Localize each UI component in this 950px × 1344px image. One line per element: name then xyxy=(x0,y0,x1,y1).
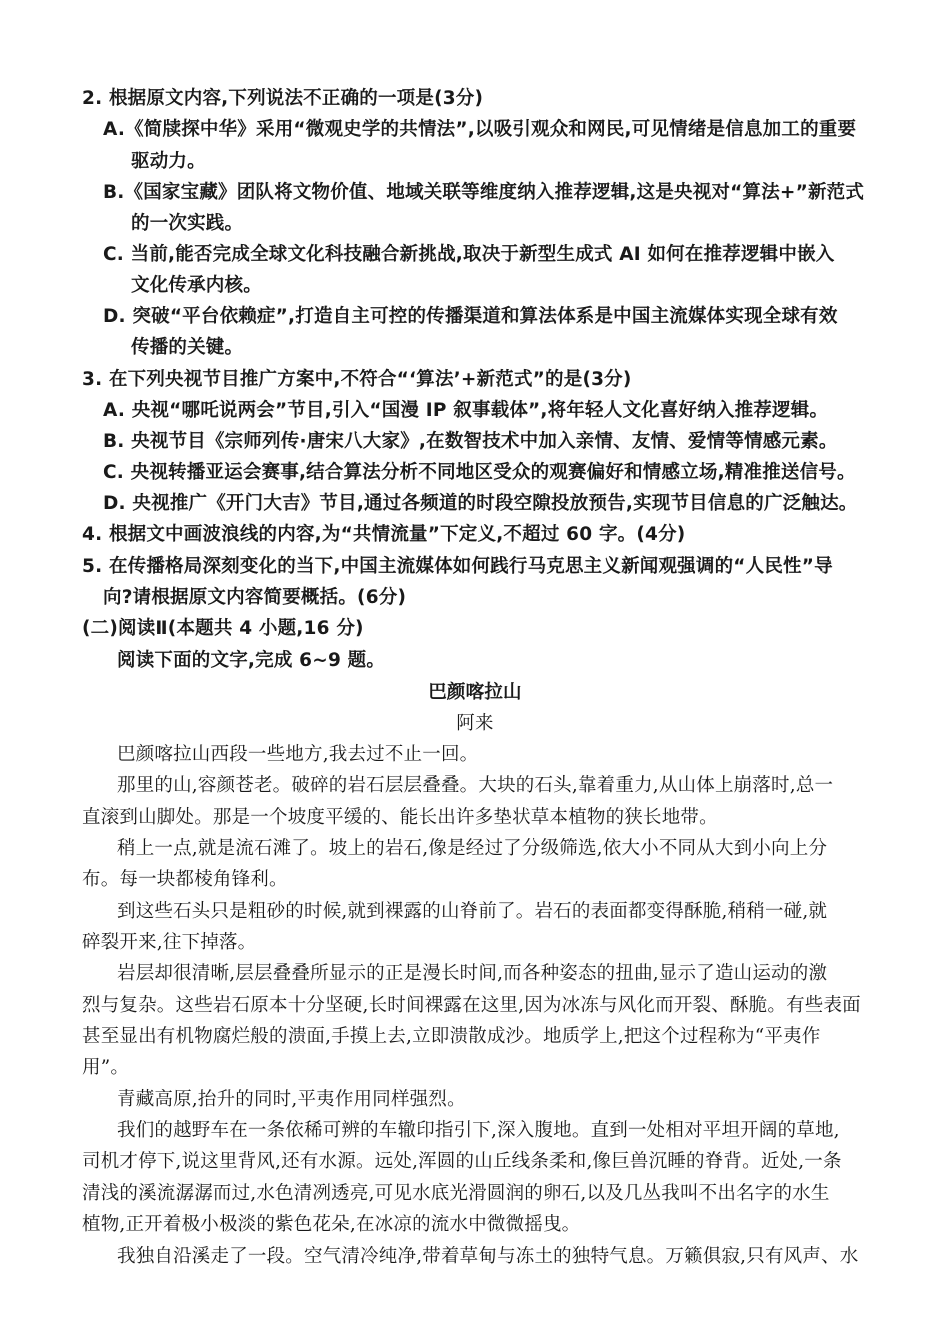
article-line: 植物,正开着极小极淡的紫色花朵,在冰凉的流水中微微摇曳。 xyxy=(82,1214,581,1235)
question-3-stem: 3. 在下列央视节目推广方案中,不符合“‘算法’+新范式”的是(3分) xyxy=(82,369,632,390)
question-2-option-c-cont: 文化传承内核。 xyxy=(131,275,262,296)
article-line: 甚至显出有机物腐烂般的溃面,手摸上去,立即溃散成沙。地质学上,把这个过程称为“平夷作 xyxy=(82,1026,821,1047)
question-2-option-b-cont: 的一次实践。 xyxy=(131,213,244,234)
question-5-cont: 向?请根据原文内容简要概括。(6分) xyxy=(103,587,407,608)
article-line: 清浅的溪流潺潺而过,水色清冽透亮,可见水底光滑圆润的卵石,以及几丛我叫不出名字的水生 xyxy=(82,1183,830,1204)
question-3-option-b: B. 央视节目《宗师列传·唐宋八大家》,在数智技术中加入亲情、友情、爱情等情感元素。 xyxy=(103,431,838,452)
article-line: 那里的山,容颜苍老。破碎的岩石层层叠叠。大块的石头,靠着重力,从山体上崩落时,总一 xyxy=(117,775,834,796)
article-line: 布。每一块都棱角锋利。 xyxy=(82,869,288,890)
article-line: 到这些石头只是粗砂的时候,就到裸露的山脊前了。岩石的表面都变得酥脆,稍稍一碰,就 xyxy=(117,901,828,922)
article-line: 烈与复杂。这些岩石原本十分坚硬,长时间裸露在这里,因为冰冻与风化而开裂、酥脆。有些表面 xyxy=(82,995,861,1016)
question-2-option-b: B.《国家宝藏》团队将文物价值、地域关联等维度纳入推荐逻辑,这是央视对“算法+”新范式 xyxy=(103,182,865,203)
question-4: 4. 根据文中画波浪线的内容,为“共情流量”下定义,不超过 60 字。(4分) xyxy=(82,524,686,545)
question-2-option-d: D. 突破“平台依赖症”,打造自主可控的传播渠道和算法体系是中国主流媒体实现全球有效 xyxy=(103,306,838,327)
article-line: 我独自沿溪走了一段。空气清冷纯净,带着草甸与冻土的独特气息。万籁俱寂,只有风声、水 xyxy=(117,1246,859,1267)
article-line: 碎裂开来,往下掉落。 xyxy=(82,932,257,953)
article-line: 巴颜喀拉山西段一些地方,我去过不止一回。 xyxy=(117,744,479,765)
question-3-option-a: A. 央视“哪吒说两会”节目,引入“国漫 IP 叙事载体”,将年轻人文化喜好纳入推荐逻辑。 xyxy=(103,400,829,421)
article-title: 巴颜喀拉山 xyxy=(428,682,522,703)
question-5: 5. 在传播格局深刻变化的当下,中国主流媒体如何践行马克思主义新闻观强调的“人民性”导 xyxy=(82,556,833,577)
question-3-option-d: D. 央视推广《开门大吉》节目,通过各频道的时段空隙投放预告,实现节目信息的广泛触达。 xyxy=(103,493,858,514)
article-line: 岩层却很清晰,层层叠叠所显示的正是漫长时间,而各种姿态的扭曲,显示了造山运动的激 xyxy=(117,963,828,984)
section-2-instruction: 阅读下面的文字,完成 6~9 题。 xyxy=(117,650,386,671)
question-2-option-a-cont: 驱动力。 xyxy=(131,151,206,172)
article-line: 稍上一点,就是流石滩了。坡上的岩石,像是经过了分级筛选,依大小不同从大到小向上分 xyxy=(117,838,828,859)
question-2-option-a: A.《简牍探中华》采用“微观史学的共情法”,以吸引观众和网民,可见情绪是信息加工的重要 xyxy=(103,119,857,140)
question-2-option-c: C. 当前,能否完成全球文化科技融合新挑战,取决于新型生成式 AI 如何在推荐逻辑中嵌入 xyxy=(103,244,835,265)
question-2-option-d-cont: 传播的关键。 xyxy=(131,337,244,358)
article-line: 直滚到山脚处。那是一个坡度平缓的、能长出许多垫状草本植物的狭长地带。 xyxy=(82,807,718,828)
article-author: 阿来 xyxy=(456,713,494,734)
section-2-heading: (二)阅读Ⅱ(本题共 4 小题,16 分) xyxy=(82,618,364,639)
article-line: 司机才停下,说这里背风,还有水源。远处,浑圆的山丘线条柔和,像巨兽沉睡的脊背。近处,一条 xyxy=(82,1151,842,1172)
question-3-option-c: C. 央视转播亚运会赛事,结合算法分析不同地区受众的观赛偏好和情感立场,精准推送信号。 xyxy=(103,462,856,483)
question-2-stem: 2. 根据原文内容,下列说法不正确的一项是(3分) xyxy=(82,88,484,109)
article-line: 我们的越野车在一条依稀可辨的车辙印指引下,深入腹地。直到一处相对平坦开阔的草地, xyxy=(117,1120,840,1141)
article-line: 用”。 xyxy=(82,1057,130,1078)
article-line: 青藏高原,抬升的同时,平夷作用同样强烈。 xyxy=(117,1089,466,1110)
